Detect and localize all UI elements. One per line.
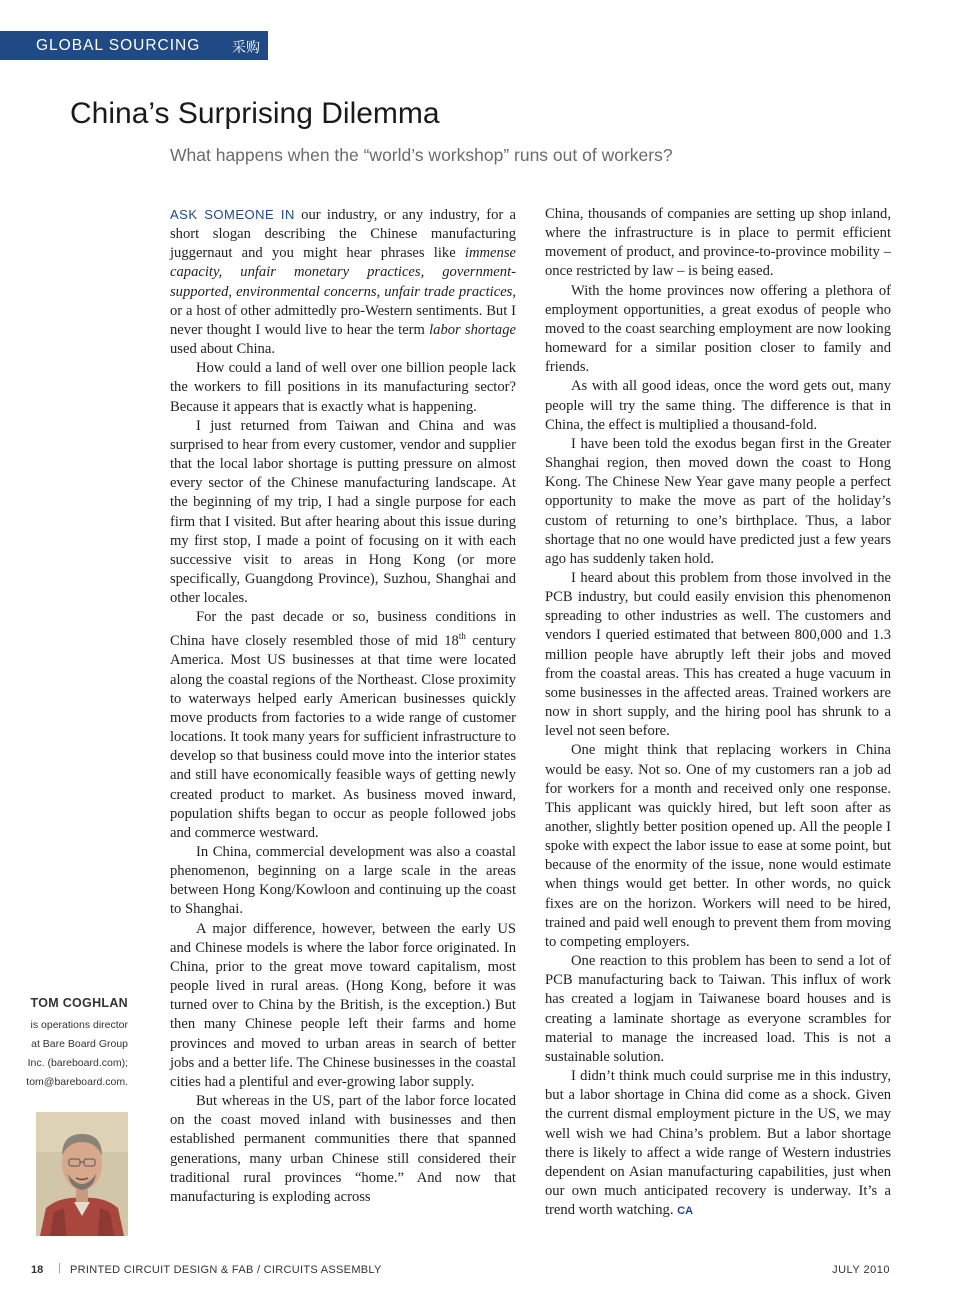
- issue-date: JULY 2010: [832, 1264, 890, 1276]
- lead-in: ASK SOMEONE IN: [170, 207, 295, 222]
- author-bio: is operations director at Bare Board Group Inc. (bareboard.com); tom@bareboard.com.: [26, 1019, 128, 1088]
- author-name: TOM COGHLAN: [30, 996, 128, 1010]
- author-photo: [36, 1112, 128, 1236]
- publication-name: PRINTED CIRCUIT DESIGN & FAB / CIRCUITS ASSEMBLY: [70, 1264, 382, 1276]
- footer-separator: |: [58, 1262, 61, 1274]
- section-label: GLOBAL SOURCING: [36, 37, 201, 54]
- author-portrait-image: [36, 1112, 128, 1236]
- author-box: [20, 996, 128, 1092]
- article-column-left: ASK SOMEONE IN our industry, or any industry, for a short slogan describing the Chinese manufacturing juggernaut and you might hear phrases like immense capacity, unfair monetary practices, government-supported, environmental concerns, unfair trade practices, or a host of other admittedly pro-Western sentiments. But I never thought I would live to hear the term labor shortage used about China. How could a land of well over one billion people lack the workers to fill positions in its manufacturing sector? Because it appears that is exactly what is happening. I just returned from Taiwan and China and was surprised to hear from every customer, vendor and supplier that the local labor shortage is putting pressure on almost every sector of the Chinese manufacturing landscape. At the beginning of my trip, I had a single purpose for each firm that I visited. But after hearing about this issue during my first stop, I made a point of focusing on it with each successive visit to areas in Hong Kong (or more specifically, Guangdong Province), Suzhou, Shanghai and other locales. For the past decade or so, business conditions in China have closely resembled those of mid 18th century America. Most US businesses at that time were located along the coastal regions of the Northeast. Close proximity to waterways helped early American businesses quickly move products from factories to a wide range of customer locations. It took many years for sufficient infrastructure to develop so that business could move into the interior states and still have economically feasible ways of getting newly created product to market. As business moved inward, population shifts began to occur as people followed jobs and commerce westward. In China, commercial development was also a coastal phenomenon, beginning on a large scale in the areas between Hong Kong/Kowloon and continuing up the coast to Shanghai. A major difference, however, between the early US and Chinese models is where the labor force originated. In China, prior to the great move toward capitalism, most people lived in rural areas. (Hong Kong, before it was turned over to China by the British, is the exception.) But then many Chinese people left their farms and home provinces and moved to urban areas in search of better jobs and a better life. The Chinese businesses in the coastal cities had a plentiful and ever-growing labor supply. But whereas in the US, part of the labor force located on the coast moved inland with businesses and then established permanent communities there that spanned generations, many urban Chinese still considered their traditional rural provinces “home.” And now that manufacturing is exploding across: [170, 207, 516, 1205]
- article-column-right: China, thousands of companies are setting up shop inland, where the infrastructure is in place to permit efficient movement of product, and province-to-province mobility – once restricted by law – is being eased. With the home provinces now offering a plethora of employment opportunities, a great exodus of people who moved to the coast searching employment are now looking homeward for a similar position closer to family and friends. As with all good ideas, once the word gets out, many people will try the same thing. The difference is that in China, the effect is multiplied a thousand-fold. I have been told the exodus began first in the Greater Shanghai region, then moved down the coast to Hong Kong. The Chinese New Year gave many people a perfect opportunity to make the move as part of the holiday’s custom of returning to one’s birthplace. Thus, a labor shortage that no one would have predicted just a few years ago has suddenly taken hold. I heard about this problem from those involved in the PCB industry, but could easily envision this phenomenon spreading to other industries as well. The customers and vendors I queried estimated that between 800,000 and 1.3 million people have abruptly left their jobs and moved from the coastal areas. This has created a huge vacuum in some businesses in the affected areas. Trained workers are now in short supply, and the hiring pool has shrunk to a level not seen before. One might think that replacing workers in China would be easy. Not so. One of my customers ran a job ad for workers for a month and received only one response. This applicant was quickly hired, but left soon after as another, slightly better position opened up. All the people I spoke with expect the labor issue to ease at some point, but because of the enormity of the issue, none would estimate when things would get better. In other words, no quick fixes are on the horizon. Workers will need to be hired, trained and paid well enough to prevent them from moving to competing employers. One reaction to this problem has been to send a lot of PCB manufacturing back to Taiwan. This influx of work has created a logjam in Taiwanese board houses and is creating a laminate shortage as everyone scrambles for material to manage the increased load. This is not a sustainable solution. I didn’t think much could surprise me in this industry, but a labor shortage in China did come as a shock. Given the current dismal employment picture in the US, we may well wish we had China’s problem. But a labor shortage there is likely to affect a wide range of Western industries dependent on Asian manufacturing capabilities, just when our own much anticipated recovery is underway. It’s a trend worth watching. CA: [545, 206, 891, 1219]
- article-subtitle: What happens when the “world’s workshop” runs out of workers?: [170, 145, 673, 165]
- page-number: 18: [31, 1264, 44, 1276]
- section-header: [0, 31, 268, 60]
- article-title: China’s Surprising Dilemma: [70, 97, 440, 130]
- end-mark: CA: [677, 1205, 694, 1218]
- section-label-chinese: 采购: [232, 40, 260, 56]
